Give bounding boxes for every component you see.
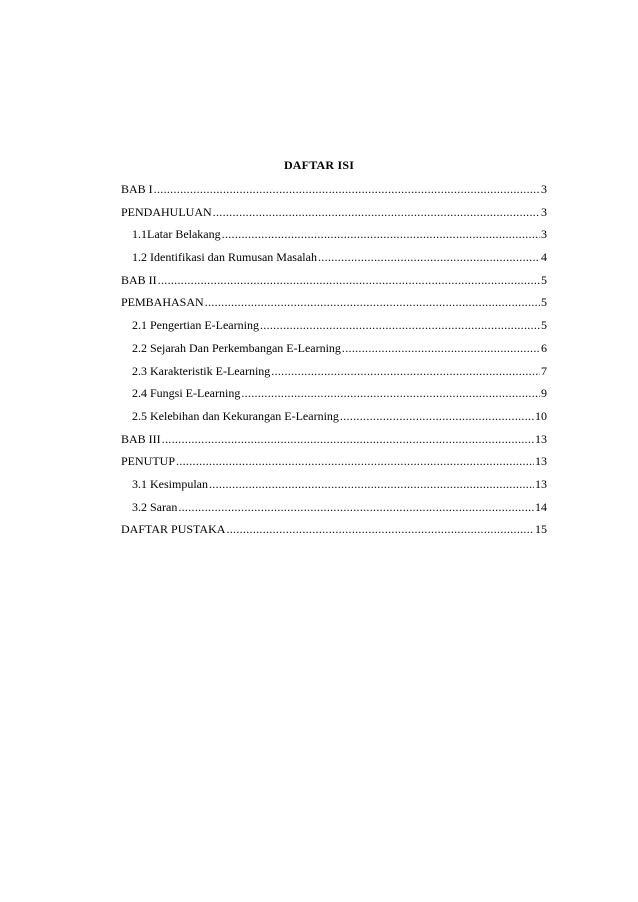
toc-entry-label: 3.1 Kesimpulan xyxy=(132,476,208,491)
toc-dot-leader xyxy=(209,477,534,491)
toc-entry-label: 1.1Latar Belakang xyxy=(132,227,221,242)
toc-entry[interactable] xyxy=(121,432,547,455)
toc-list xyxy=(121,182,547,545)
toc-dot-leader xyxy=(154,182,540,196)
toc-dot-leader xyxy=(241,386,540,400)
toc-dot-leader xyxy=(260,318,540,332)
toc-entry-label: PENDAHULUAN xyxy=(121,204,212,219)
toc-entry[interactable] xyxy=(121,295,547,318)
toc-entry-page-number: 10 xyxy=(535,408,547,423)
toc-entry-label: BAB I xyxy=(121,182,153,196)
toc-entry[interactable] xyxy=(121,454,547,477)
toc-dot-leader xyxy=(205,295,540,309)
toc-entry-label: PENUTUP xyxy=(121,454,176,469)
toc-dot-leader xyxy=(271,364,540,378)
toc-entry-page-number: 3 xyxy=(541,204,547,219)
toc-entry-label: 2.4 Fungsi E-Learning xyxy=(132,386,241,401)
toc-dot-leader xyxy=(162,432,534,446)
toc-entry-page-number: 4 xyxy=(541,250,547,265)
toc-entry-label: 3.2 Saran xyxy=(132,499,178,514)
toc-entry[interactable] xyxy=(121,182,547,205)
toc-entry-label: 1.2 Identifikasi dan Rumusan Masalah xyxy=(132,250,317,265)
toc-entry-label: 2.2 Sejarah Dan Perkembangan E-Learning xyxy=(132,340,341,355)
toc-entry-page-number: 13 xyxy=(535,454,547,469)
toc-entry[interactable] xyxy=(121,386,547,409)
toc-dot-leader xyxy=(178,500,534,514)
toc-dot-leader xyxy=(213,205,540,219)
toc-entry[interactable] xyxy=(121,477,547,500)
toc-entry-label: BAB II xyxy=(121,272,157,287)
toc-entry[interactable] xyxy=(121,364,547,387)
toc-entry[interactable] xyxy=(121,250,547,273)
toc-entry-label: 2.5 Kelebihan dan Kekurangan E-Learning xyxy=(132,408,339,423)
toc-entry-page-number: 7 xyxy=(541,363,547,378)
toc-dot-leader xyxy=(158,273,540,287)
toc-entry[interactable] xyxy=(121,522,547,545)
toc-dot-leader xyxy=(318,250,540,264)
toc-entry-page-number: 15 xyxy=(535,522,547,537)
toc-entry-page-number: 5 xyxy=(541,272,547,287)
toc-dot-leader xyxy=(176,454,534,468)
toc-entry[interactable] xyxy=(121,409,547,432)
toc-title: DAFTAR ISI xyxy=(283,158,355,172)
toc-dot-leader xyxy=(340,409,534,423)
toc-dot-leader xyxy=(226,522,534,536)
toc-dot-leader xyxy=(222,227,540,241)
toc-entry-label: 2.3 Karakteristik E-Learning xyxy=(132,363,271,378)
toc-entry-page-number: 5 xyxy=(541,318,547,333)
toc-entry-page-number: 9 xyxy=(541,386,547,401)
toc-entry[interactable] xyxy=(121,205,547,228)
toc-entry-label: PEMBAHASAN xyxy=(121,295,204,310)
toc-entry[interactable] xyxy=(121,273,547,296)
toc-entry[interactable] xyxy=(121,227,547,250)
toc-entry-page-number: 6 xyxy=(541,340,547,355)
toc-entry[interactable] xyxy=(121,500,547,523)
toc-dot-leader xyxy=(342,341,540,355)
toc-entry[interactable] xyxy=(121,318,547,341)
toc-entry[interactable] xyxy=(121,341,547,364)
toc-entry-page-number: 13 xyxy=(535,476,547,491)
toc-entry-page-number: 14 xyxy=(535,499,547,514)
toc-entry-label: DAFTAR PUSTAKA xyxy=(121,522,226,537)
toc-entry-page-number: 13 xyxy=(535,431,547,446)
toc-entry-page-number: 5 xyxy=(541,295,547,310)
toc-entry-page-number: 3 xyxy=(541,227,547,242)
toc-entry-label: 2.1 Pengertian E-Learning xyxy=(132,318,259,333)
toc-entry-page-number: 3 xyxy=(541,182,547,196)
toc-entry-label: BAB III xyxy=(121,431,161,446)
